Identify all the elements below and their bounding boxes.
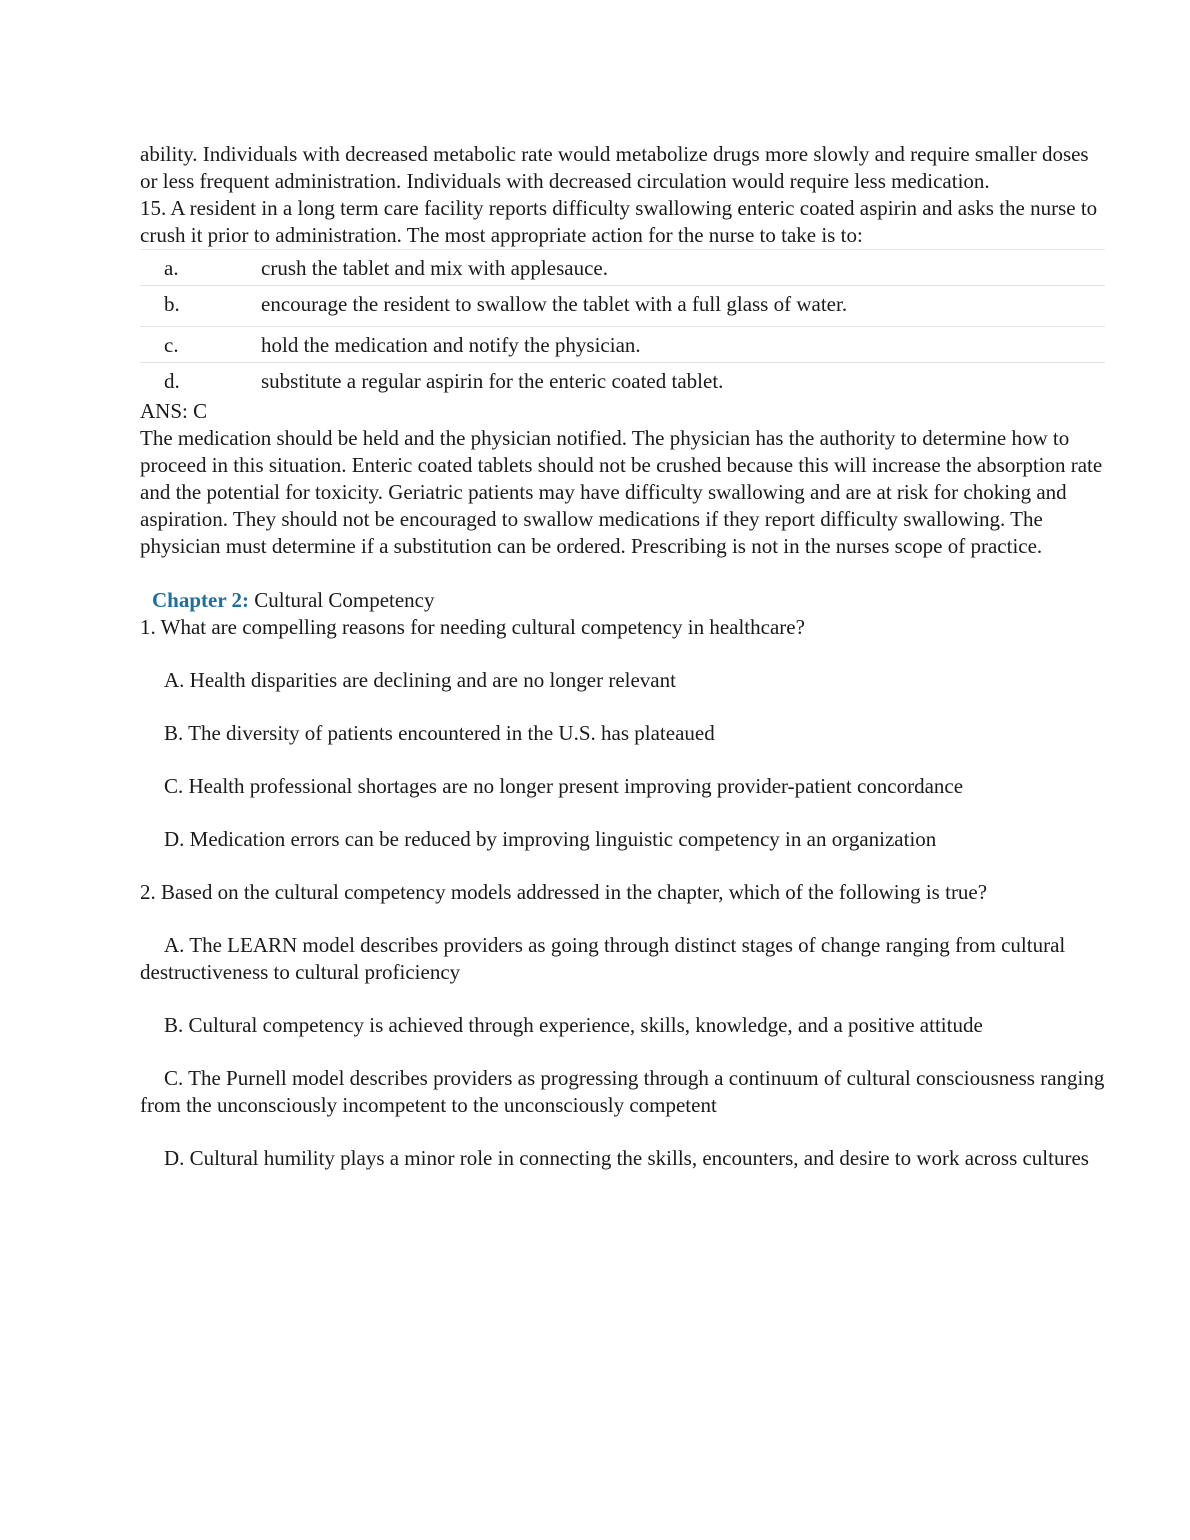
option-letter: d. bbox=[140, 363, 261, 399]
option-row bbox=[140, 286, 1105, 327]
question-15: 15. A resident in a long term care facility reports difficulty swallowing enteric coated aspirin and asks the nurse to crush it prior to administration. The most appropriate action for the nurse to take is to: bbox=[140, 196, 1098, 247]
option-text: substitute a regular aspirin for the enteric coated tablet. bbox=[261, 363, 1105, 399]
option-row bbox=[140, 327, 1105, 363]
q2-option-c: C. The Purnell model describes providers as progressing through a continuum of cultural consciousness ranging from the unconsciously incompetent to the unconsciously competent bbox=[140, 1066, 1105, 1117]
option-letter: c. bbox=[140, 327, 261, 363]
option-text: crush the tablet and mix with applesauce. bbox=[261, 250, 1105, 286]
option-row bbox=[140, 363, 1105, 399]
chapter-label: Chapter 2: bbox=[152, 588, 250, 612]
chapter-heading bbox=[140, 587, 1110, 614]
q2-option-b: B. Cultural competency is achieved through experience, skills, knowledge, and a positive attitude bbox=[164, 1013, 983, 1037]
q1-option-a: A. Health disparities are declining and are no longer relevant bbox=[164, 668, 676, 692]
continuation-paragraph: ability. Individuals with decreased metabolic rate would metabolize drugs more slowly and require smaller doses or less frequent administration. Individuals with decreased circulation would require less medication. bbox=[140, 142, 1089, 193]
rationale: The medication should be held and the physician notified. The physician has the authority to determine how to proceed in this situation. Enteric coated tablets should not be crushed because this will increase the absorption rate and the potential for toxicity. Geriatric patients may have difficulty swallowing and are at risk for choking and aspiration. They should not be encouraged to swallow medications if they report difficulty swallowing. The physician must determine if a substitution can be ordered. Prescribing is not in the nurses scope of practice. bbox=[140, 426, 1103, 558]
option-letter: a. bbox=[140, 250, 261, 286]
chapter-title: Cultural Competency bbox=[249, 588, 435, 612]
q2-option-a: A. The LEARN model describes providers as going through distinct stages of change ranging from cultural destructiveness to cultural proficiency bbox=[140, 933, 1066, 984]
question-2: 2. Based on the cultural competency models addressed in the chapter, which of the following is true? bbox=[140, 880, 988, 904]
q15-options-table bbox=[140, 249, 1105, 398]
q1-option-d: D. Medication errors can be reduced by improving linguistic competency in an organization bbox=[164, 827, 937, 851]
q2-option-d: D. Cultural humility plays a minor role in connecting the skills, encounters, and desire to work across cultures bbox=[164, 1146, 1089, 1170]
document-page bbox=[140, 141, 1110, 1172]
option-letter: b. bbox=[140, 286, 261, 327]
option-text: hold the medication and notify the physician. bbox=[261, 327, 1105, 363]
q1-option-b: B. The diversity of patients encountered in the U.S. has plateaued bbox=[164, 721, 715, 745]
answer-key: ANS: C bbox=[140, 399, 208, 423]
option-row bbox=[140, 250, 1105, 286]
question-1: 1. What are compelling reasons for needing cultural competency in healthcare? bbox=[140, 615, 805, 639]
q1-option-c: C. Health professional shortages are no longer present improving provider-patient concordance bbox=[164, 774, 964, 798]
option-text: encourage the resident to swallow the tablet with a full glass of water. bbox=[261, 286, 1105, 327]
